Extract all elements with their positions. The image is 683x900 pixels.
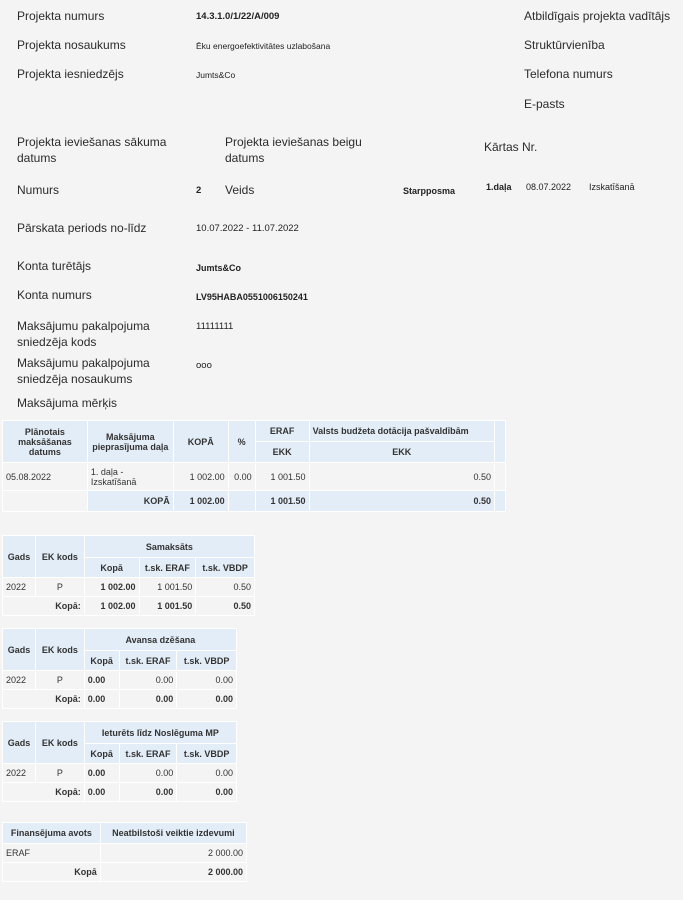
sum-label: KOPĀ bbox=[87, 491, 173, 512]
row-percent: 0.00 bbox=[228, 463, 255, 491]
row-total: 1 002.00 bbox=[84, 578, 139, 597]
col-advance-group: Avansa dzēšana bbox=[84, 629, 236, 651]
provider-code-label bbox=[17, 318, 150, 350]
col-ek-code: EK kods bbox=[35, 629, 84, 671]
col-year: Gads bbox=[3, 722, 36, 764]
row-ek: P bbox=[35, 578, 84, 597]
table-sum-row bbox=[3, 783, 237, 802]
manager-label: Atbildīgais projekta vadītājs bbox=[524, 9, 671, 23]
project-number-value: 14.3.1.0/1/22/A/009 bbox=[196, 11, 280, 22]
row-total: 0.00 bbox=[84, 764, 119, 783]
sum-eraf: 1 001.50 bbox=[139, 597, 196, 616]
row-total: 1 002.00 bbox=[173, 463, 228, 491]
col-total: KOPĀ bbox=[173, 421, 228, 463]
end-date-label-line2: datums bbox=[225, 151, 265, 165]
unit-label: Struktūrvienība bbox=[524, 38, 605, 52]
sum-eraf: 1 001.50 bbox=[255, 491, 309, 512]
account-number-label: Konta numurs bbox=[17, 288, 92, 302]
row-eraf: 1 001.50 bbox=[139, 578, 196, 597]
advance-table bbox=[2, 628, 237, 709]
col-eraf: t.sk. ERAF bbox=[139, 558, 196, 578]
sum-eraf: 0.00 bbox=[119, 783, 177, 802]
account-holder-value: Jumts&Co bbox=[196, 263, 242, 273]
sum-empty bbox=[3, 491, 88, 512]
part-date: 08.07.2022 bbox=[526, 182, 572, 192]
table-row bbox=[3, 671, 237, 690]
sum-total: 1 002.00 bbox=[84, 597, 139, 616]
col-total: Kopā bbox=[84, 558, 139, 578]
col-filler bbox=[494, 421, 505, 463]
provider-name-value: ooo bbox=[196, 360, 212, 371]
number-value: 2 bbox=[196, 185, 202, 196]
col-eraf-ekk: EKK bbox=[255, 442, 309, 463]
col-ek-code: EK kods bbox=[35, 536, 84, 578]
end-date-label bbox=[225, 134, 362, 166]
project-submitter-value: Jumts&Co bbox=[196, 70, 236, 80]
row-eraf: 0.00 bbox=[119, 671, 177, 690]
col-request-part: Maksājuma pieprasījuma daļa bbox=[87, 421, 173, 463]
col-state-budget: Valsts budžeta dotācija pašvaldībām bbox=[309, 421, 494, 442]
table-sum-row bbox=[3, 491, 506, 512]
row-vbdp: 0.50 bbox=[196, 578, 255, 597]
row-ek: P bbox=[35, 671, 84, 690]
table-row bbox=[3, 463, 506, 491]
row-total: 0.00 bbox=[84, 671, 119, 690]
sum-total: 0.00 bbox=[84, 783, 119, 802]
sum-label: Kopā: bbox=[3, 783, 85, 802]
number-label: Numurs bbox=[17, 183, 60, 197]
sum-label: Kopā: bbox=[3, 690, 85, 709]
paid-table bbox=[2, 535, 255, 616]
project-name-value: Ēku energoefektivitātes uzlabošana bbox=[196, 41, 331, 51]
col-state-ekk: EKK bbox=[309, 442, 494, 463]
sum-state: 0.50 bbox=[309, 491, 494, 512]
order-label: Kārtas Nr. bbox=[484, 140, 538, 154]
provider-code-label-line1: Maksājumu pakalpojuma bbox=[17, 319, 150, 333]
sum-vbdp: 0.50 bbox=[196, 597, 255, 616]
col-eraf: ERAF bbox=[255, 421, 309, 442]
purpose-label: Maksājuma mērķis bbox=[17, 396, 118, 410]
col-total: Kopā bbox=[84, 651, 119, 671]
col-withheld-group: Ieturēts līdz Noslēguma MP bbox=[84, 722, 236, 744]
row-year: 2022 bbox=[3, 578, 36, 597]
part-status: Izskatīšanā bbox=[589, 182, 635, 192]
account-number-value: LV95HABA0551006150241 bbox=[196, 292, 308, 302]
row-eraf: 0.00 bbox=[119, 764, 177, 783]
period-label: Pārskata periods no-līdz bbox=[17, 221, 147, 235]
col-paid-group: Samaksāts bbox=[84, 536, 254, 558]
end-date-label-line1: Projekta ieviešanas beigu bbox=[225, 135, 362, 149]
sum-amount: 2 000.00 bbox=[100, 863, 246, 882]
sum-percent bbox=[228, 491, 255, 512]
sum-total: 1 002.00 bbox=[173, 491, 228, 512]
sum-vbdp: 0.00 bbox=[177, 783, 237, 802]
provider-code-label-line2: sniedzēja kods bbox=[17, 335, 97, 349]
col-vbdp: t.sk. VBDP bbox=[196, 558, 255, 578]
row-date: 05.08.2022 bbox=[3, 463, 88, 491]
row-ek: P bbox=[35, 764, 84, 783]
type-value: Starpposma bbox=[403, 186, 456, 196]
table-sum-row bbox=[3, 863, 247, 882]
col-total: Kopā bbox=[84, 744, 119, 764]
row-source: ERAF bbox=[3, 844, 101, 863]
project-name-label: Projekta nosaukums bbox=[17, 38, 126, 52]
project-number-label: Projekta numurs bbox=[17, 9, 105, 23]
sum-vbdp: 0.00 bbox=[177, 690, 237, 709]
row-part: 1. daļa - Izskatīšanā bbox=[87, 463, 173, 491]
sum-label: Kopā: bbox=[3, 597, 85, 616]
sum-label: Kopā bbox=[3, 863, 101, 882]
col-ek-code: EK kods bbox=[35, 722, 84, 764]
row-eraf: 1 001.50 bbox=[255, 463, 309, 491]
col-percent: % bbox=[228, 421, 255, 463]
start-date-label-line1: Projekta ieviešanas sākuma bbox=[17, 135, 167, 149]
table-sum-row bbox=[3, 597, 255, 616]
provider-name-label bbox=[17, 355, 150, 387]
email-label: E-pasts bbox=[524, 97, 565, 111]
col-eraf: t.sk. ERAF bbox=[119, 651, 177, 671]
part-value: 1.daļa bbox=[486, 182, 512, 192]
row-vbdp: 0.00 bbox=[177, 764, 237, 783]
project-submitter-label: Projekta iesniedzējs bbox=[17, 67, 124, 81]
col-vbdp: t.sk. VBDP bbox=[177, 744, 237, 764]
phone-label: Telefona numurs bbox=[524, 67, 613, 81]
col-source: Finansējuma avots bbox=[3, 823, 101, 844]
account-holder-label: Konta turētājs bbox=[17, 259, 92, 273]
table-row bbox=[3, 578, 255, 597]
row-year: 2022 bbox=[3, 764, 36, 783]
withheld-table bbox=[2, 721, 237, 802]
col-vbdp: t.sk. VBDP bbox=[177, 651, 237, 671]
row-amount: 2 000.00 bbox=[100, 844, 246, 863]
sum-eraf: 0.00 bbox=[119, 690, 177, 709]
provider-name-label-line1: Maksājumu pakalpojuma bbox=[17, 356, 150, 370]
provider-name-label-line2: sniedzēja nosaukums bbox=[17, 372, 133, 386]
sum-filler bbox=[494, 491, 505, 512]
funding-table bbox=[2, 822, 247, 882]
col-year: Gads bbox=[3, 629, 36, 671]
payment-plan-table bbox=[2, 420, 506, 512]
col-year: Gads bbox=[3, 536, 36, 578]
row-year: 2022 bbox=[3, 671, 36, 690]
start-date-label bbox=[17, 134, 166, 166]
start-date-label-line2: datums bbox=[17, 151, 57, 165]
row-state: 0.50 bbox=[309, 463, 494, 491]
period-value: 10.07.2022 - 11.07.2022 bbox=[196, 223, 299, 234]
provider-code-value: 11111111 bbox=[196, 321, 234, 332]
table-row bbox=[3, 844, 247, 863]
col-planned-date: Plānotais maksāšanas datums bbox=[3, 421, 88, 463]
table-row bbox=[3, 764, 237, 783]
row-vbdp: 0.00 bbox=[177, 671, 237, 690]
type-label: Veids bbox=[225, 183, 255, 197]
table-sum-row bbox=[3, 690, 237, 709]
col-ineligible: Neatbilstoši veiktie izdevumi bbox=[100, 823, 246, 844]
col-eraf: t.sk. ERAF bbox=[119, 744, 177, 764]
row-filler bbox=[494, 463, 505, 491]
sum-total: 0.00 bbox=[84, 690, 119, 709]
